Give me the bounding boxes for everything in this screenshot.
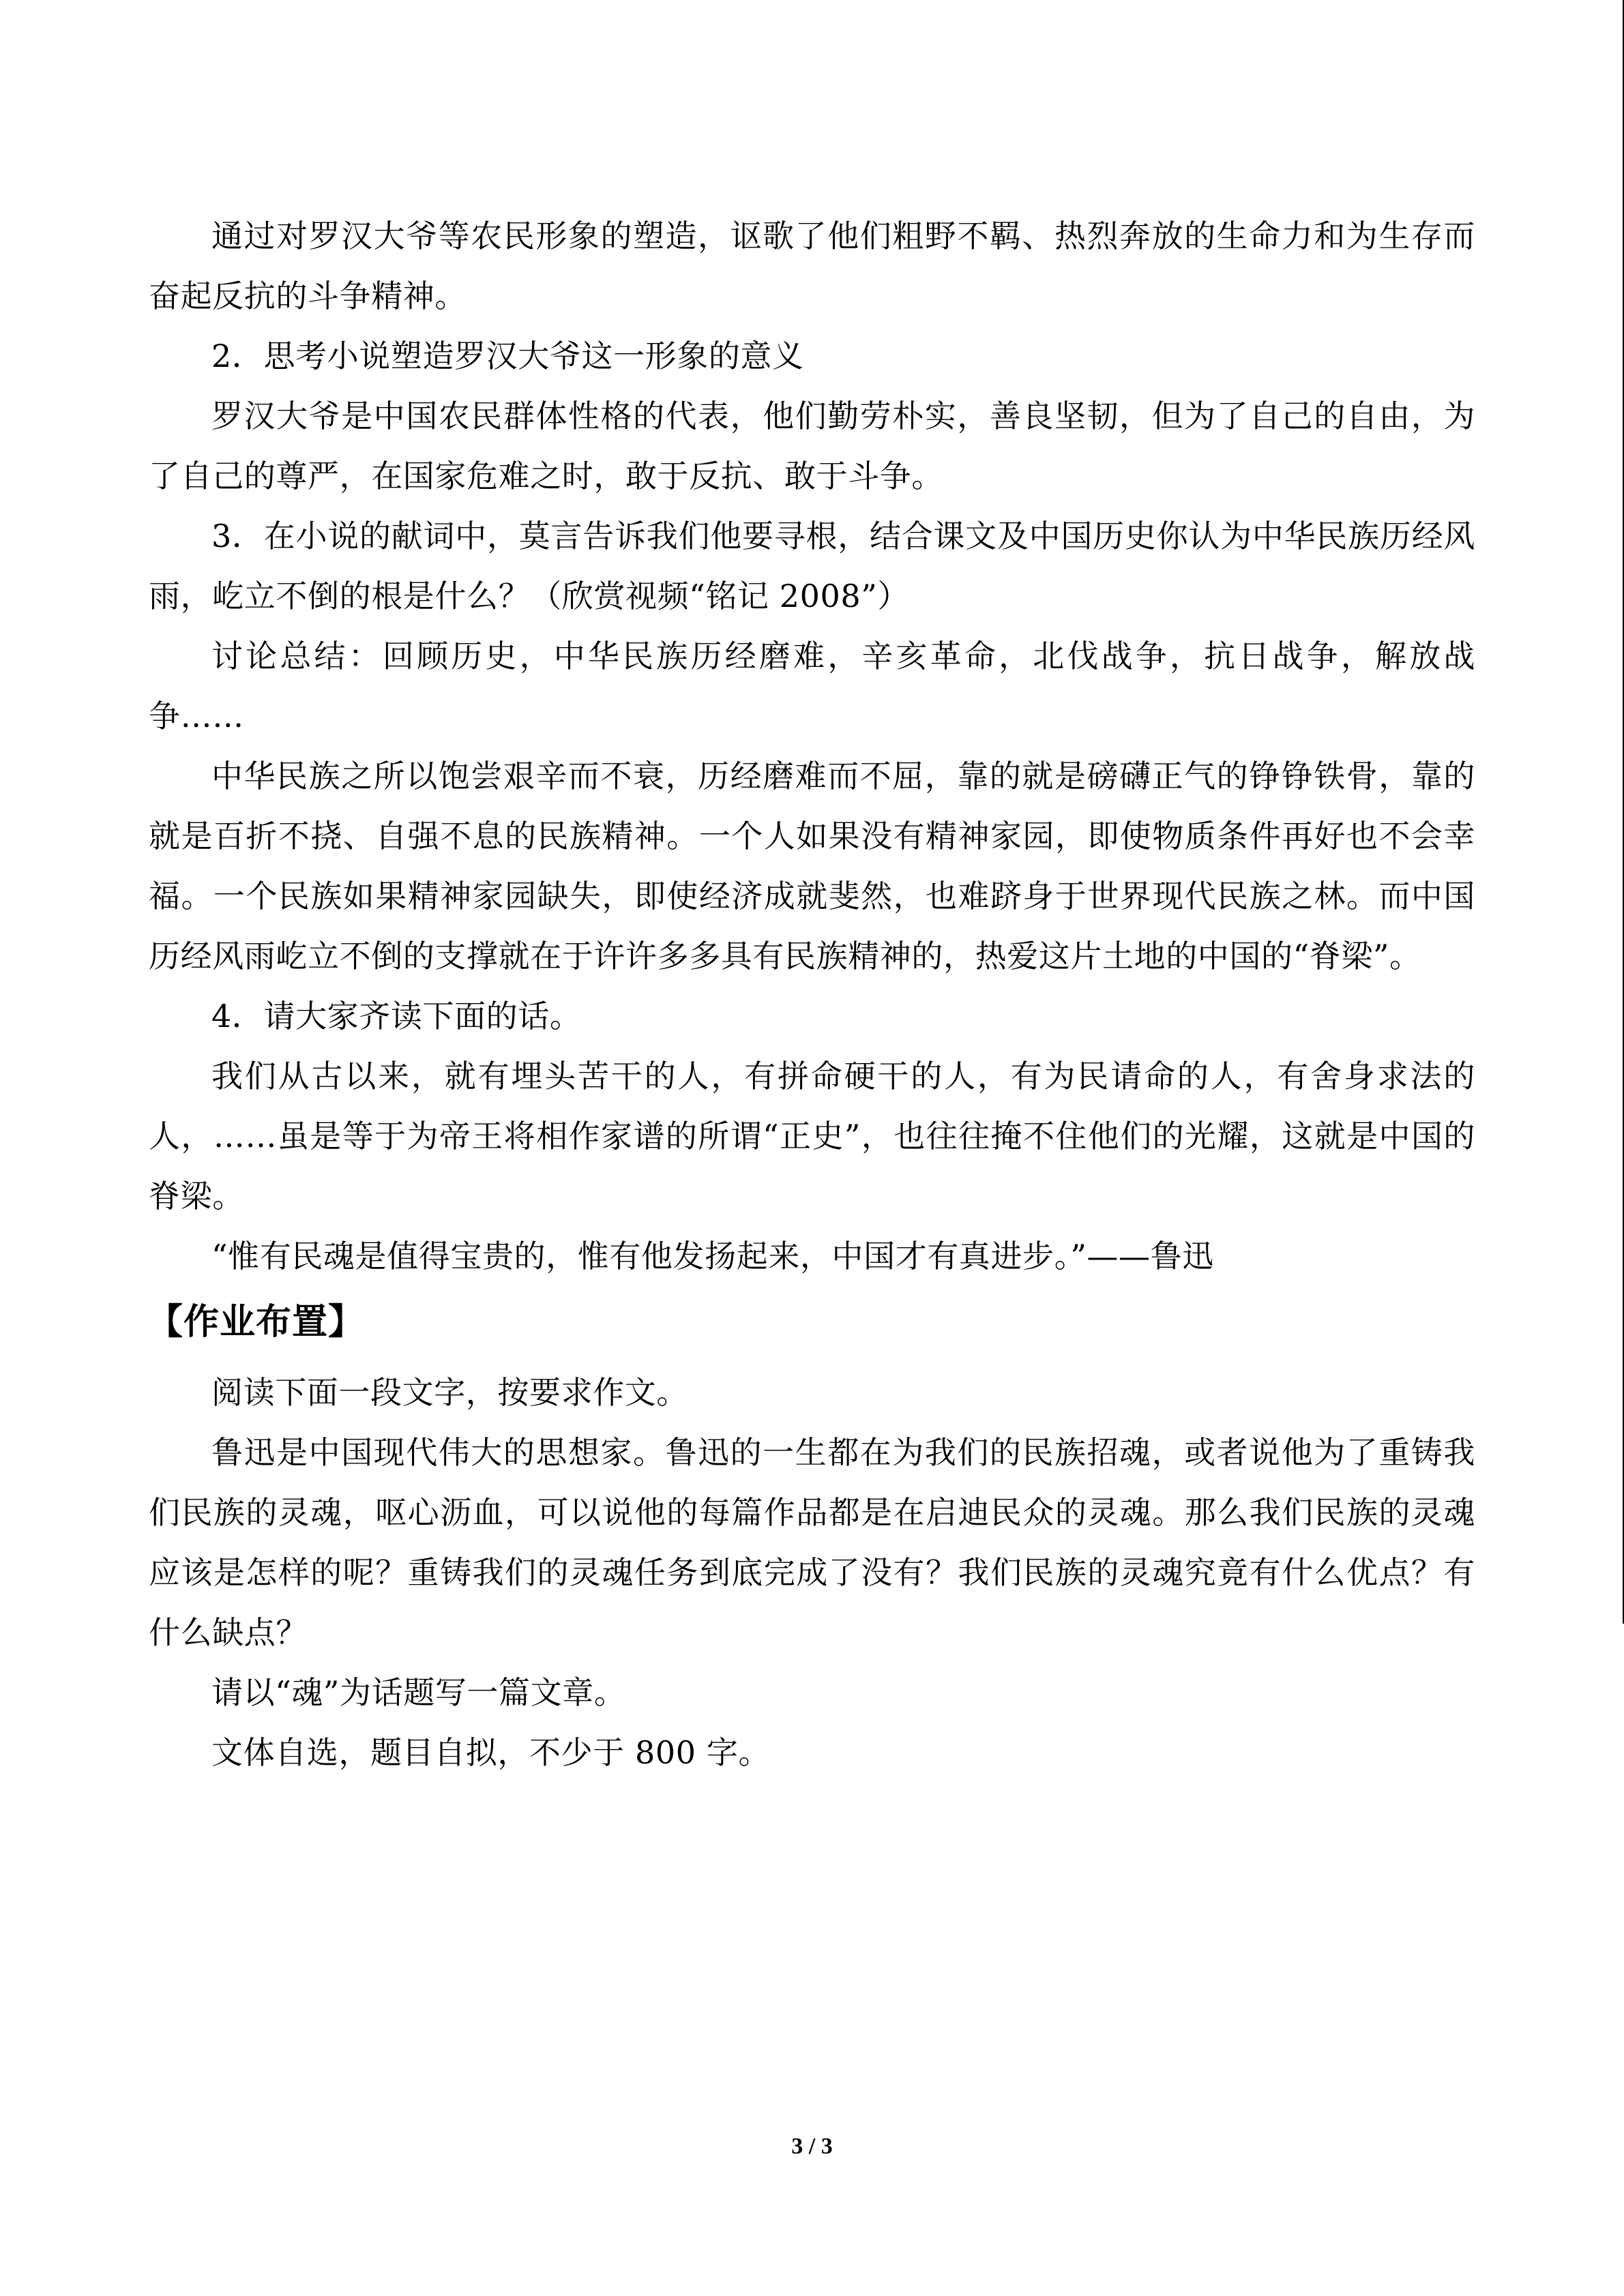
paragraph-praise: 通过对罗汉大爷等农民形象的塑造，讴歌了他们粗野不羁、热烈奔放的生命力和为生存而奋起反抗的斗争精神。 [149, 218, 1475, 314]
paragraph-quote-luxun: “惟有民魂是值得宝贵的，惟有他发扬起来，中国才有真进步。”——鲁迅 [211, 1238, 1214, 1274]
question-3-heading: 3．在小说的献词中，莫言告诉我们他要寻根，结合课文及中国历史你认为中华民族历经风雨，屹立不倒的根是什么？（欣赏视频“铭记 2008”） [149, 518, 1475, 614]
question-2-heading: 2．思考小说塑造罗汉大爷这一形象的意义 [211, 338, 804, 374]
paragraph-quote-backbone: 我们从古以来，就有埋头苦干的人，有拼命硬干的人，有为民请命的人，有舍身求法的人，……虽是等于为帝王将相作家谱的所谓“正史”，也往往掩不住他们的光耀，这就是中国的脊梁。 [149, 1058, 1475, 1214]
section-heading-homework: 【作业布置】 [147, 1302, 365, 1343]
paragraph-luohan-meaning: 罗汉大爷是中国农民群体性格的代表，他们勤劳朴实，善良坚韧，但为了自己的自由，为了自己的尊严，在国家危难之时，敢于反抗、敢于斗争。 [149, 398, 1475, 494]
paragraph-instructions: 阅读下面一段文字，按要求作文。 [211, 1374, 688, 1411]
question-4-heading: 4．请大家齐读下面的话。 [211, 998, 582, 1034]
paragraph-national-spirit: 中华民族之所以饱尝艰辛而不衰，历经磨难而不屈，靠的就是磅礴正气的铮铮铁骨，靠的就是百折不挠、自强不息的民族精神。一个人如果没有精神家园，即使物质条件再好也不会幸福。一个民族如果精神家园缺失，即使经济成就斐然，也难跻身于世界现代民族之林。而中国历经风雨屹立不倒的支撑就在于许许多多具有民族精神的，热爱这片土地的中国的“脊梁”。 [149, 758, 1475, 974]
paragraph-topic: 请以“魂”为话题写一篇文章。 [211, 1674, 626, 1711]
page-number: 3 / 3 [791, 2134, 833, 2159]
paragraph-luxun-material: 鲁迅是中国现代伟大的思想家。鲁迅的一生都在为我们的民族招魂，或者说他为了重铸我们民族的灵魂，呕心沥血，可以说他的每篇作品都是在启迪民众的灵魂。那么我们民族的灵魂应该是怎样的呢？重铸我们的灵魂任务到底完成了没有？我们民族的灵魂究竟有什么优点？有什么缺点？ [149, 1434, 1475, 1651]
page-body [149, 206, 1475, 1783]
paragraph-requirements: 文体自选，题目自拟，不少于 800 字。 [211, 1734, 771, 1771]
paragraph-discussion-summary: 讨论总结：回顾历史，中华民族历经磨难，辛亥革命，北伐战争，抗日战争，解放战争…… [149, 638, 1475, 734]
